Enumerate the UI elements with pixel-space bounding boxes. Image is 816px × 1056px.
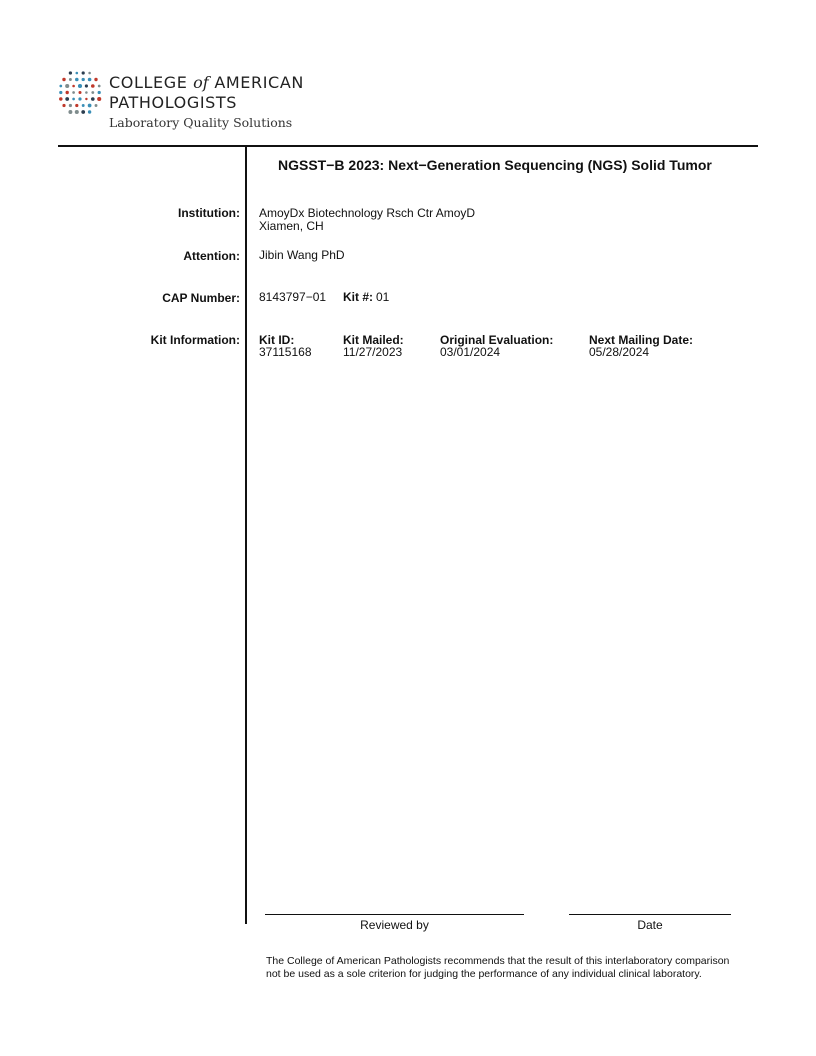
logo-dot: [66, 91, 69, 94]
logo-dot: [82, 104, 85, 107]
logo-dot: [69, 78, 72, 81]
logo-wordmark-line1: COLLEGE of AMERICAN: [109, 73, 304, 92]
logo-dot: [72, 85, 75, 88]
logo-dot: [75, 78, 79, 82]
reviewed-by-label: Reviewed by: [360, 918, 429, 932]
attention-value: Jibin Wang PhD: [259, 248, 345, 262]
logo-dot: [91, 97, 95, 101]
date-label: Date: [637, 918, 663, 932]
next-mailing-date-value: 05/28/2024: [589, 345, 650, 359]
logo-dot: [91, 84, 95, 88]
institution-location: Xiamen, CH: [259, 219, 324, 233]
logo-dot: [75, 104, 78, 107]
kit-id-value: 37115168: [259, 345, 312, 359]
cap-number-value: 8143797−01: [259, 290, 327, 304]
header-divider: [58, 145, 758, 147]
kit-mailed-value: 11/27/2023: [343, 345, 403, 359]
disclaimer-line2: not be used as a sole criterion for judging the performance of any individual clinical laboratory.: [266, 968, 702, 980]
next-mailing-date-header: Next Mailing Date:: [589, 333, 694, 347]
logo-dot: [62, 78, 65, 81]
logo-dot: [69, 104, 72, 107]
institution-label: Institution:: [178, 206, 240, 220]
logo-dot: [78, 84, 82, 88]
document-title: NGSST−B 2023: Next−Generation Sequencing (NGS) Solid Tumor: [278, 157, 712, 173]
logo-dot: [94, 78, 97, 81]
logo-dot: [98, 91, 101, 94]
reviewed-by-line: [265, 914, 524, 915]
logo-dot: [85, 98, 87, 100]
logo-wordmark-line2: PATHOLOGISTS: [109, 93, 238, 112]
kit-mailed-header: Kit Mailed:: [343, 333, 404, 347]
original-evaluation-value: 03/01/2024: [440, 345, 501, 359]
logo-dot: [65, 97, 69, 101]
kit-id-header: Kit ID:: [259, 333, 295, 347]
original-evaluation-header: Original Evaluation:: [440, 333, 554, 347]
institution-name: AmoyDx Biotechnology Rsch Ctr AmoyD: [259, 206, 476, 220]
disclaimer-line1: The College of American Pathologists recommends that the result of this interlaboratory comparison: [266, 955, 730, 967]
logo-dot: [62, 104, 65, 107]
logo-dot: [65, 84, 69, 88]
logo-dot: [88, 104, 92, 108]
column-divider: [245, 146, 247, 924]
logo-dot: [78, 91, 81, 94]
logo-dot: [78, 97, 81, 100]
logo-dot: [72, 98, 75, 101]
logo-dot: [95, 104, 98, 107]
date-line: [569, 914, 731, 915]
logo-dot: [72, 91, 75, 94]
logo-dot: [97, 97, 101, 101]
logo-dot: [76, 72, 79, 75]
logo-dot: [88, 72, 91, 75]
logo-dot: [88, 110, 91, 113]
logo-dot: [82, 78, 85, 81]
logo-dot: [68, 110, 72, 114]
logo-dot: [98, 85, 101, 88]
logo-dot: [88, 78, 92, 82]
logo-dot: [82, 71, 85, 74]
kit-info-label: Kit Information:: [150, 333, 240, 347]
logo-dot: [81, 110, 85, 114]
kit-number-value: 01: [376, 290, 390, 304]
attention-label: Attention:: [183, 249, 240, 263]
logo-dot: [69, 71, 72, 74]
logo-dot: [91, 91, 94, 94]
logo-dot: [59, 85, 62, 88]
disclaimer-text: [266, 955, 729, 981]
logo-dot: [85, 91, 88, 94]
logo-dot: [85, 84, 88, 87]
kit-number-label: Kit #:: [343, 290, 373, 304]
logo-dot: [75, 110, 79, 114]
logo-dot: [59, 97, 62, 100]
cap-number-label: CAP Number:: [162, 291, 240, 305]
cap-logo-dots-icon: [58, 70, 102, 116]
logo-dot: [59, 91, 62, 94]
logo-tagline: Laboratory Quality Solutions: [109, 115, 293, 130]
